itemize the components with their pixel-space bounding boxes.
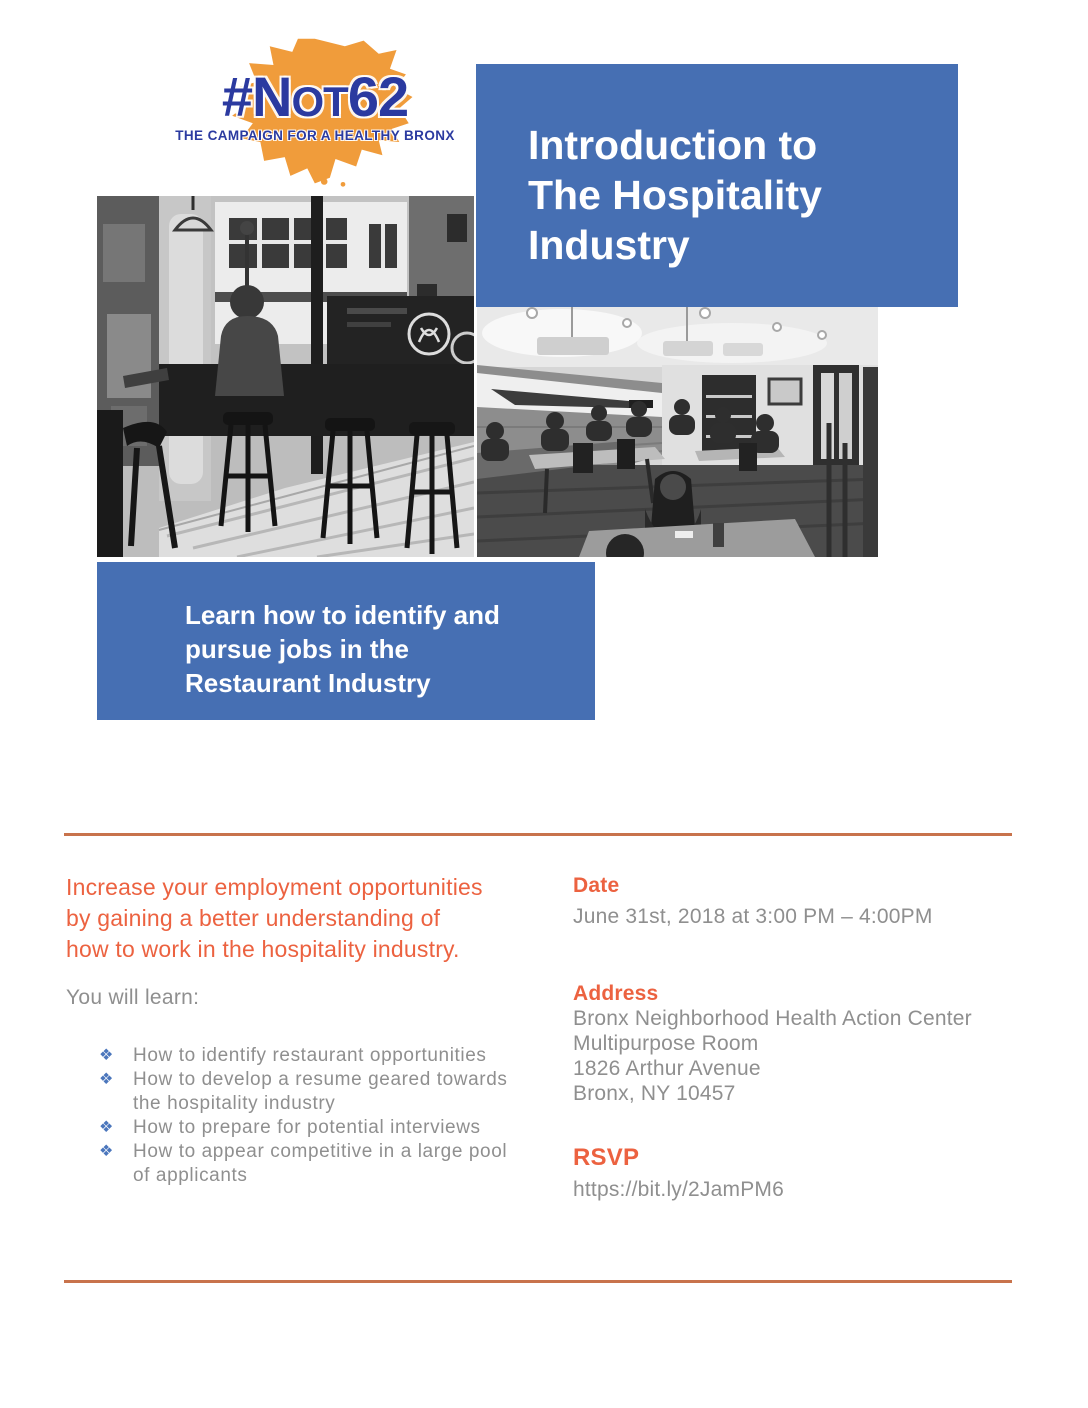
diamond-bullet-icon: ❖	[99, 1071, 114, 1088]
rsvp-section	[573, 1144, 1023, 1202]
address-line-1: Bronx Neighborhood Health Action Center	[573, 1007, 972, 1030]
logo-wordmark-part2: OT	[291, 78, 348, 125]
address-line-3: 1826 Arthur Avenue	[573, 1057, 761, 1080]
diamond-bullet-icon: ❖	[99, 1047, 114, 1064]
hero-title-box	[476, 64, 958, 307]
intro-line-1: Increase your employment opportunities	[66, 874, 483, 900]
bullet-text: How to develop a resume geared towards the hospitality industry	[133, 1069, 508, 1114]
diamond-bullet-icon: ❖	[99, 1143, 114, 1160]
bullet-item	[99, 1140, 539, 1188]
learn-callout-box	[97, 562, 595, 720]
logo-wordmark-part1: #N	[221, 65, 292, 128]
learn-callout-line-3: Restaurant Industry	[185, 668, 431, 698]
address-line-4: Bronx, NY 10457	[573, 1082, 736, 1105]
intro-paragraph	[66, 872, 546, 965]
divider-top	[64, 833, 1012, 836]
learn-callout-line-1: Learn how to identify and	[185, 600, 500, 630]
address-label: Address	[573, 982, 659, 1005]
learn-bullet-list	[99, 1044, 539, 1188]
not62-logo	[175, 28, 455, 196]
date-value: June 31st, 2018 at 3:00 PM – 4:00PM	[573, 905, 933, 928]
intro-line-3: how to work in the hospitality industry.	[66, 936, 460, 962]
intro-line-2: by gaining a better understanding of	[66, 905, 441, 931]
cafe-window-photo	[97, 196, 474, 557]
hero-title-line-2: The Hospitality	[528, 172, 822, 218]
you-will-learn-label: You will learn:	[66, 986, 200, 1009]
bullet-item	[99, 1044, 539, 1068]
bullet-text: How to identify restaurant opportunities	[133, 1045, 487, 1066]
bullet-item	[99, 1116, 539, 1140]
learn-callout-line-2: pursue jobs in the	[185, 634, 409, 664]
hero-title-line-3: Industry	[528, 222, 690, 268]
rsvp-link[interactable]: https://bit.ly/2JamPM6	[573, 1178, 784, 1201]
logo-wordmark-part3: 62	[347, 65, 409, 128]
restaurant-interior-photo	[477, 303, 878, 557]
date-section	[573, 874, 1023, 929]
address-section	[573, 982, 1023, 1106]
logo-tagline: THE CAMPAIGN FOR A HEALTHY BRONX	[175, 128, 455, 143]
divider-bottom	[64, 1280, 1012, 1283]
address-line-2: Multipurpose Room	[573, 1032, 759, 1055]
bullet-text: How to appear competitive in a large pool of applicants	[133, 1141, 508, 1186]
rsvp-label: RSVP	[573, 1144, 640, 1171]
diamond-bullet-icon: ❖	[99, 1119, 114, 1136]
date-label: Date	[573, 874, 620, 897]
bullet-item	[99, 1068, 539, 1116]
logo-wordmark	[190, 65, 440, 131]
hero-title-line-1: Introduction to	[528, 122, 818, 168]
bullet-text: How to prepare for potential interviews	[133, 1117, 481, 1138]
